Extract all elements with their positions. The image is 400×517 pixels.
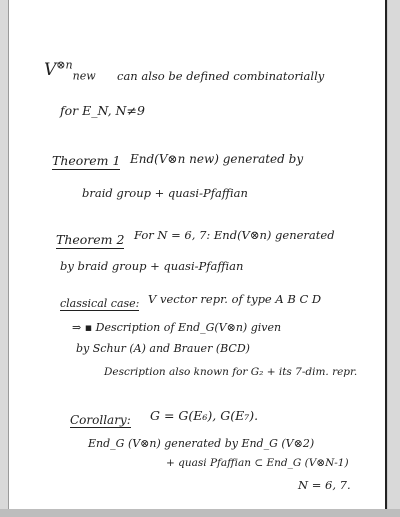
classical-line3: by Schur (A) and Brauer (BCD) <box>76 342 250 355</box>
theorem1-label: Theorem 1 <box>52 153 121 168</box>
corollary-line4: N = 6, 7. <box>298 478 351 492</box>
classical-statement: V vector repr. of type A B C D <box>148 292 322 306</box>
corollary-line2: End_G (V⊗n) generated by End_G (V⊗2) <box>88 437 315 450</box>
page-edge <box>385 0 387 517</box>
theorem1-line2: braid group + quasi-Pfaffian <box>82 186 248 200</box>
classical-label: classical case: <box>60 297 140 310</box>
v-symbol: V <box>44 60 57 80</box>
intro-line-2: for E_N, N≠9 <box>60 103 145 118</box>
classical-line4: Description also known for G₂ + its 7-dim. repr. <box>104 366 358 378</box>
corollary-label: Corollary: <box>70 413 131 427</box>
theorem1-statement: End(V⊗n new) generated by <box>130 152 304 166</box>
corollary-statement: G = G(E₆), G(E₇). <box>150 408 259 423</box>
corollary-line3: + quasi Pfaffian ⊂ End_G (V⊗N-1) <box>166 457 349 469</box>
theorem2-line2: by braid group + quasi-Pfaffian <box>60 259 244 273</box>
intro-line-1 <box>44 58 96 83</box>
theorem2-statement: For N = 6, 7: End(V⊗n) generated <box>134 228 335 242</box>
tensor-sup: ⊗n <box>56 58 73 72</box>
new-sub: new <box>72 69 96 83</box>
classical-bullet-line: ⇒ ▪ Description of End_G(V⊗n) given <box>72 321 282 334</box>
page-bottom-margin <box>0 509 400 517</box>
intro-line-1-text: can also be defined combinatorially <box>117 69 325 83</box>
theorem2-label: Theorem 2 <box>56 232 125 247</box>
